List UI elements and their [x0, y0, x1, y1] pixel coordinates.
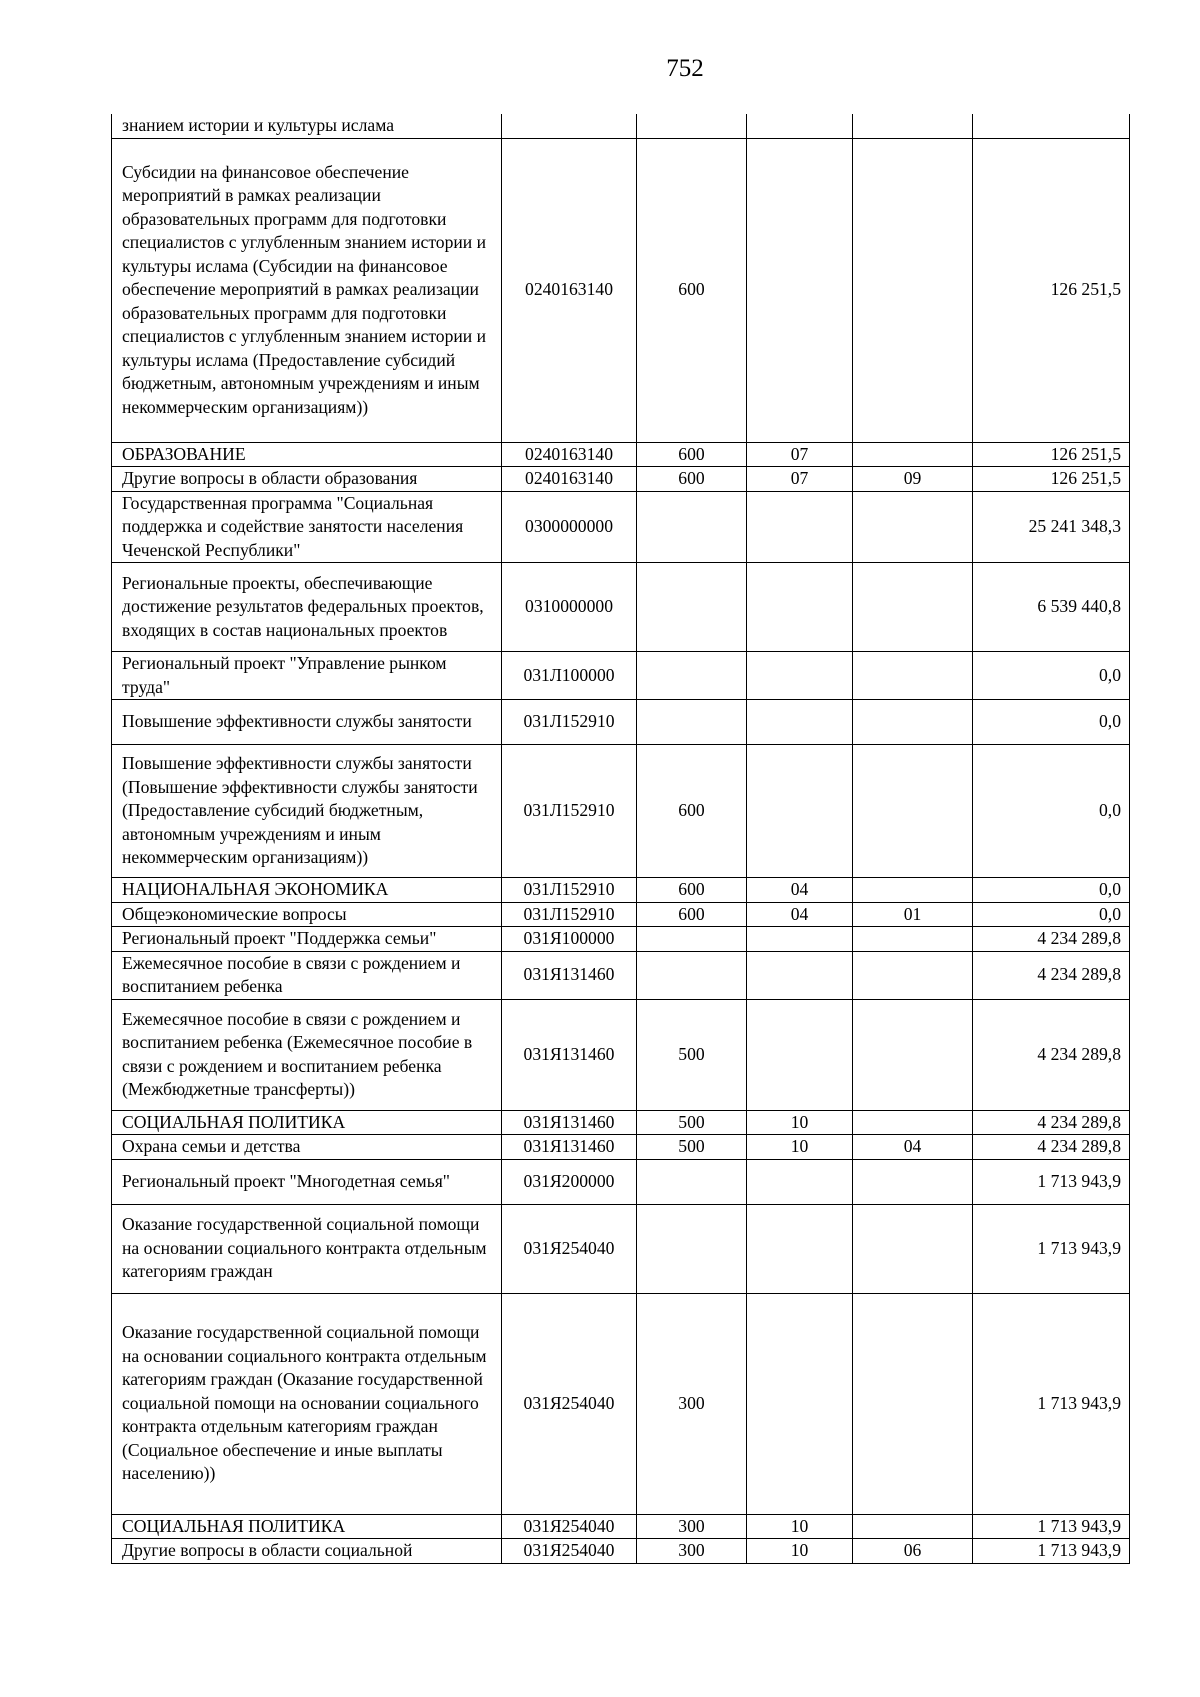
amount-cell: 25 241 348,3 [973, 491, 1130, 563]
section-cell: 10 [747, 1110, 853, 1135]
amount-cell: 1 713 943,9 [973, 1204, 1130, 1293]
item-name-cell: Региональный проект "Управление рынком труда" [112, 652, 502, 700]
expense-type-cell [637, 652, 747, 700]
section-cell [747, 1293, 853, 1514]
item-name-cell: Другие вопросы в области образования [112, 467, 502, 492]
target-article-cell: 031Я131460 [502, 999, 637, 1110]
section-cell [747, 114, 853, 138]
section-cell [747, 927, 853, 952]
target-article-cell: 0310000000 [502, 563, 637, 652]
table-row [112, 442, 1130, 467]
amount-cell: 0,0 [973, 745, 1130, 878]
item-name-cell: Оказание государственной социальной помощи на основании социального контракта отдельным категориям граждан [112, 1204, 502, 1293]
item-name-cell: СОЦИАЛЬНАЯ ПОЛИТИКА [112, 1514, 502, 1539]
item-name-cell: Региональный проект "Поддержка семьи" [112, 927, 502, 952]
expense-type-cell: 300 [637, 1514, 747, 1539]
section-cell: 10 [747, 1514, 853, 1539]
expense-type-cell: 600 [637, 745, 747, 878]
item-name-cell: знанием истории и культуры ислама [112, 114, 502, 138]
subsection-cell: 01 [853, 902, 973, 927]
table-row [112, 1293, 1130, 1514]
table-row [112, 652, 1130, 700]
table-row [112, 1135, 1130, 1160]
subsection-cell [853, 1159, 973, 1204]
amount-cell: 126 251,5 [973, 467, 1130, 492]
subsection-cell [853, 878, 973, 903]
table-row [112, 491, 1130, 563]
section-cell [747, 951, 853, 999]
target-article-cell: 031Я254040 [502, 1204, 637, 1293]
subsection-cell: 09 [853, 467, 973, 492]
amount-cell: 1 713 943,9 [973, 1514, 1130, 1539]
expense-type-cell [637, 927, 747, 952]
item-name-cell: Другие вопросы в области социальной [112, 1539, 502, 1564]
item-name-cell: НАЦИОНАЛЬНАЯ ЭКОНОМИКА [112, 878, 502, 903]
subsection-cell [853, 1110, 973, 1135]
expense-type-cell: 600 [637, 902, 747, 927]
subsection-cell [853, 114, 973, 138]
item-name-cell: СОЦИАЛЬНАЯ ПОЛИТИКА [112, 1110, 502, 1135]
amount-cell: 1 713 943,9 [973, 1159, 1130, 1204]
expense-type-cell: 500 [637, 1135, 747, 1160]
table-row [112, 745, 1130, 878]
section-cell [747, 700, 853, 745]
expense-type-cell: 500 [637, 999, 747, 1110]
expense-type-cell: 600 [637, 442, 747, 467]
target-article-cell: 031Я254040 [502, 1539, 637, 1564]
target-article-cell: 031Л152910 [502, 902, 637, 927]
expense-type-cell [637, 114, 747, 138]
subsection-cell [853, 491, 973, 563]
subsection-cell [853, 927, 973, 952]
expense-type-cell: 500 [637, 1110, 747, 1135]
amount-cell: 4 234 289,8 [973, 999, 1130, 1110]
target-article-cell: 0240163140 [502, 467, 637, 492]
table-row [112, 927, 1130, 952]
subsection-cell [853, 138, 973, 442]
target-article-cell: 031Я131460 [502, 951, 637, 999]
item-name-cell: Региональный проект "Многодетная семья" [112, 1159, 502, 1204]
section-cell: 04 [747, 902, 853, 927]
subsection-cell [853, 652, 973, 700]
expense-type-cell [637, 700, 747, 745]
target-article-cell: 031Я131460 [502, 1110, 637, 1135]
subsection-cell [853, 1204, 973, 1293]
table-row [112, 951, 1130, 999]
expense-type-cell [637, 491, 747, 563]
target-article-cell: 031Я100000 [502, 927, 637, 952]
section-cell [747, 138, 853, 442]
target-article-cell: 031Я254040 [502, 1293, 637, 1514]
subsection-cell [853, 563, 973, 652]
section-cell [747, 652, 853, 700]
item-name-cell: Общеэкономические вопросы [112, 902, 502, 927]
table-row [112, 467, 1130, 492]
target-article-cell: 031Я200000 [502, 1159, 637, 1204]
target-article-cell: 031Л152910 [502, 700, 637, 745]
table-row [112, 1539, 1130, 1564]
expense-type-cell: 600 [637, 878, 747, 903]
subsection-cell [853, 1514, 973, 1539]
subsection-cell [853, 1293, 973, 1514]
subsection-cell: 04 [853, 1135, 973, 1160]
target-article-cell: 031Я254040 [502, 1514, 637, 1539]
target-article-cell: 031Я131460 [502, 1135, 637, 1160]
subsection-cell [853, 700, 973, 745]
item-name-cell: Повышение эффективности службы занятости [112, 700, 502, 745]
item-name-cell: Оказание государственной социальной помощи на основании социального контракта отдельным категориям граждан (Оказание государственной социальной помощи на основании социального контракта отдельным категориям граждан (Социальное обеспечение и иные выплаты населению)) [112, 1293, 502, 1514]
subsection-cell: 06 [853, 1539, 973, 1564]
table-body [112, 114, 1130, 1563]
item-name-cell: Охрана семьи и детства [112, 1135, 502, 1160]
subsection-cell [853, 745, 973, 878]
target-article-cell: 0300000000 [502, 491, 637, 563]
subsection-cell [853, 951, 973, 999]
expense-type-cell [637, 951, 747, 999]
amount-cell: 0,0 [973, 652, 1130, 700]
item-name-cell: Государственная программа "Социальная поддержка и содействие занятости населения Чеченской Республики" [112, 491, 502, 563]
table-row [112, 878, 1130, 903]
target-article-cell: 0240163140 [502, 442, 637, 467]
target-article-cell: 0240163140 [502, 138, 637, 442]
subsection-cell [853, 999, 973, 1110]
item-name-cell: Повышение эффективности службы занятости (Повышение эффективности службы занятости (Предоставление субсидий бюджетным, автономным учреждениям и иным некоммерческим организациям)) [112, 745, 502, 878]
amount-cell: 4 234 289,8 [973, 927, 1130, 952]
item-name-cell: Ежемесячное пособие в связи с рождением и воспитанием ребенка [112, 951, 502, 999]
table-row [112, 1514, 1130, 1539]
section-cell [747, 999, 853, 1110]
table-row [112, 1159, 1130, 1204]
item-name-cell: Ежемесячное пособие в связи с рождением и воспитанием ребенка (Ежемесячное пособие в связи с рождением и воспитанием ребенка (Межбюджетные трансферты)) [112, 999, 502, 1110]
amount-cell: 6 539 440,8 [973, 563, 1130, 652]
section-cell: 10 [747, 1135, 853, 1160]
item-name-cell: ОБРАЗОВАНИЕ [112, 442, 502, 467]
expense-type-cell: 300 [637, 1539, 747, 1564]
section-cell [747, 1159, 853, 1204]
table-row [112, 700, 1130, 745]
section-cell [747, 745, 853, 878]
section-cell [747, 491, 853, 563]
amount-cell [973, 114, 1130, 138]
budget-table [111, 114, 1130, 1564]
section-cell [747, 563, 853, 652]
amount-cell: 126 251,5 [973, 138, 1130, 442]
expense-type-cell: 600 [637, 467, 747, 492]
amount-cell: 1 713 943,9 [973, 1293, 1130, 1514]
amount-cell: 4 234 289,8 [973, 1135, 1130, 1160]
table-row [112, 114, 1130, 138]
item-name-cell: Субсидии на финансовое обеспечение мероприятий в рамках реализации образовательных программ для подготовки специалистов с углубленным знанием истории и культуры ислама (Субсидии на финансовое обеспечение мероприятий в рамках реализации образовательных программ для подготовки специалистов с углубленным знанием истории и культуры ислама (Предоставление субсидий бюджетным, автономным учреждениям и иным некоммерческим организациям)) [112, 138, 502, 442]
table-row [112, 1110, 1130, 1135]
target-article-cell [502, 114, 637, 138]
section-cell: 07 [747, 467, 853, 492]
section-cell: 10 [747, 1539, 853, 1564]
amount-cell: 4 234 289,8 [973, 951, 1130, 999]
section-cell: 04 [747, 878, 853, 903]
table-row [112, 999, 1130, 1110]
section-cell [747, 1204, 853, 1293]
expense-type-cell [637, 563, 747, 652]
amount-cell: 0,0 [973, 878, 1130, 903]
target-article-cell: 031Л152910 [502, 878, 637, 903]
target-article-cell: 031Л152910 [502, 745, 637, 878]
subsection-cell [853, 442, 973, 467]
expense-type-cell: 600 [637, 138, 747, 442]
table-row [112, 902, 1130, 927]
table-row [112, 1204, 1130, 1293]
amount-cell: 4 234 289,8 [973, 1110, 1130, 1135]
target-article-cell: 031Л100000 [502, 652, 637, 700]
table-row [112, 138, 1130, 442]
section-cell: 07 [747, 442, 853, 467]
item-name-cell: Региональные проекты, обеспечивающие достижение результатов федеральных проектов, входящих в состав национальных проектов [112, 563, 502, 652]
page-number: 752 [666, 55, 704, 82]
amount-cell: 126 251,5 [973, 442, 1130, 467]
amount-cell: 0,0 [973, 700, 1130, 745]
expense-type-cell: 300 [637, 1293, 747, 1514]
amount-cell: 0,0 [973, 902, 1130, 927]
table-row [112, 563, 1130, 652]
expense-type-cell [637, 1159, 747, 1204]
amount-cell: 1 713 943,9 [973, 1539, 1130, 1564]
expense-type-cell [637, 1204, 747, 1293]
